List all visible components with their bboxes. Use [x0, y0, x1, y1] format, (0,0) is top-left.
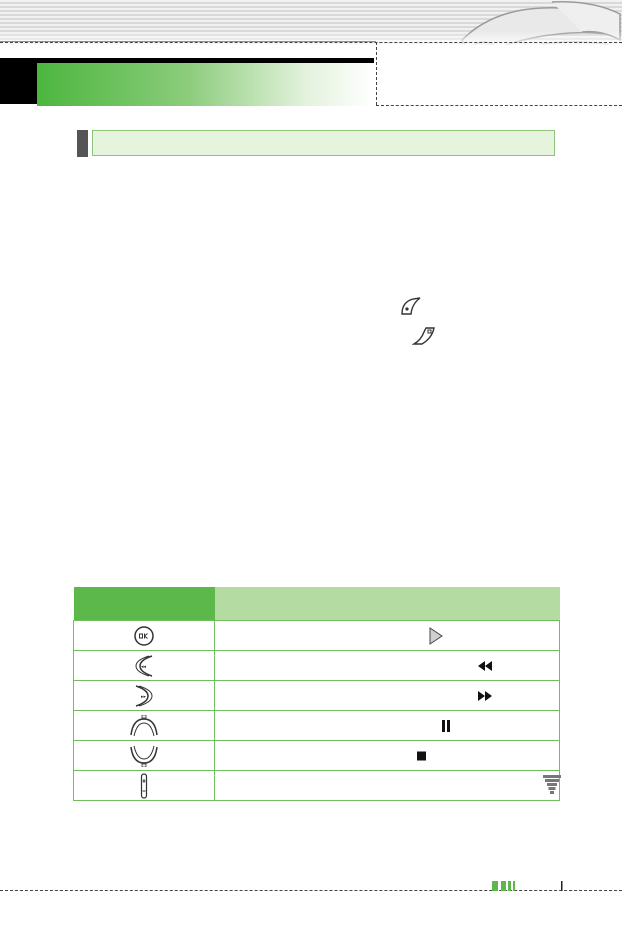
side-volume-key-icon	[139, 773, 149, 799]
function-cell	[215, 681, 560, 711]
header-dashed-underline	[376, 105, 622, 106]
key-cell	[74, 771, 215, 801]
key-cell	[74, 711, 215, 741]
function-cell	[215, 771, 560, 801]
chapter-title-banner	[37, 63, 373, 106]
table-row	[74, 621, 560, 651]
fast-forward-icon	[478, 691, 492, 701]
right-soft-key-icon	[412, 326, 436, 346]
key-function-table	[73, 587, 560, 801]
function-cell	[215, 741, 560, 771]
key-cell	[74, 651, 215, 681]
section-marker-icon	[77, 130, 88, 157]
down-nav-key-icon	[129, 745, 159, 767]
function-cell	[215, 651, 560, 681]
page-number-tab	[492, 881, 568, 891]
table-header-row	[74, 587, 560, 621]
top-dashed-rule	[0, 42, 622, 43]
right-nav-key-icon	[132, 684, 156, 708]
function-column-header	[215, 587, 560, 621]
table-row	[74, 771, 560, 801]
table-row	[74, 711, 560, 741]
rewind-icon	[478, 661, 492, 671]
header-band	[0, 0, 622, 45]
key-cell	[74, 681, 215, 711]
svg-text:▸▸: ▸▸	[141, 693, 147, 700]
up-nav-key-icon	[129, 715, 159, 737]
key-column-header	[74, 587, 215, 621]
table-row	[74, 741, 560, 771]
function-cell	[215, 711, 560, 741]
left-soft-key-icon	[399, 296, 423, 316]
table-row	[74, 651, 560, 681]
svg-text:◂◂: ◂◂	[141, 663, 147, 670]
ok-key-icon	[133, 625, 155, 647]
phone-illustration-icon	[432, 0, 622, 45]
header-dashed-divider	[376, 42, 377, 105]
key-cell	[74, 741, 215, 771]
left-nav-key-icon	[132, 654, 156, 678]
function-cell	[215, 621, 560, 651]
table-row	[74, 681, 560, 711]
section-heading-box	[92, 130, 555, 156]
volume-level-icon	[543, 775, 561, 797]
play-icon	[429, 627, 443, 645]
chapter-tab	[0, 58, 37, 104]
pause-icon	[441, 720, 451, 732]
key-cell	[74, 621, 215, 651]
stop-icon	[417, 751, 426, 760]
